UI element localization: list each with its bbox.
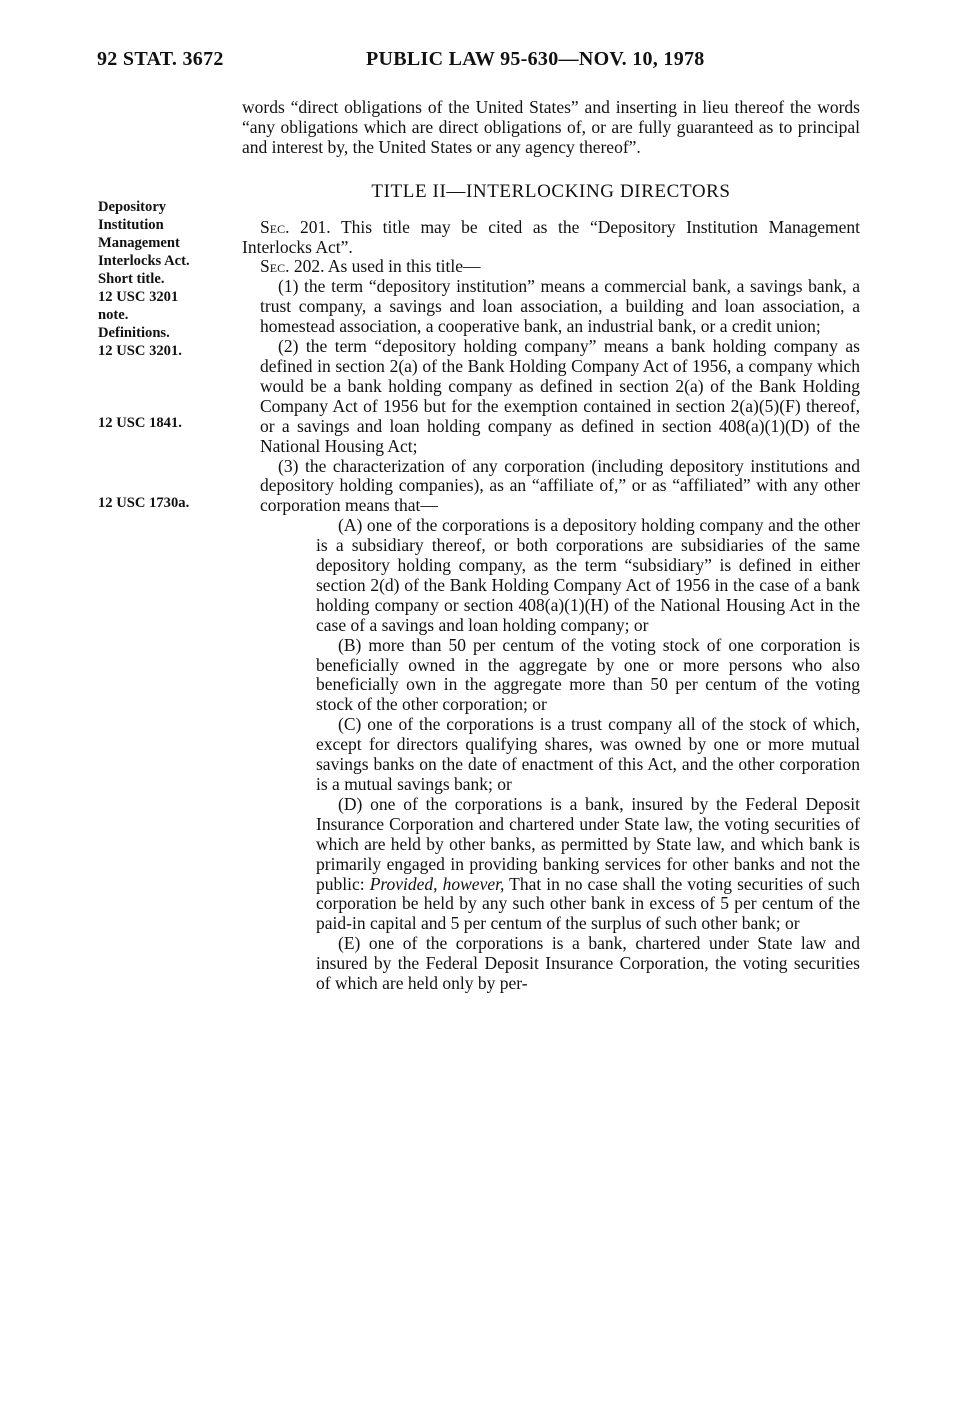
margin-note-definitions: Definitions. (98, 325, 170, 341)
clause-c: (C) one of the corporations is a trust company all of the stock of which, except for directors qualifying shares, was owned by one or more mutual savings banks on the date of enactment of this Act, and the other corporation is a mutual savings bank; or (316, 714, 860, 794)
margin-note-line: Management (98, 235, 180, 251)
clause-a: (A) one of the corporations is a depository holding company and the other is a subsidiary thereof, or both corporations are subsidiaries of the same depository holding company, as the term “subsidiary” is defined in either section 2(d) of the Bank Holding Company Act of 1956 in the case of a bank holding company or section 408(a)(1)(H) of the National Housing Act in the case of a savings and loan holding company; or (316, 515, 860, 635)
proviso-italic: Provided, however, (369, 873, 505, 894)
margin-note-usc-1841: 12 USC 1841. (98, 415, 182, 431)
margin-note-usc: 12 USC 3201 (98, 289, 179, 305)
clause-d (242, 795, 860, 934)
clause-e: (E) one of the corporations is a bank, chartered under State law and insured by the Federal Deposit Insurance Corporation, the voting securities of which are held only by per- (316, 933, 860, 994)
section-label: Sec. (260, 256, 290, 277)
section-text: 202. As used in this title— (293, 256, 481, 277)
section-label: Sec. (260, 216, 290, 237)
margin-note-usc-1730a: 12 USC 1730a. (98, 495, 190, 511)
clause-b: (B) more than 50 per centum of the voting stock of one corporation is beneficially owned in the aggregate by one or more persons who also beneficially own in the aggregate more than 50 per centum of the voting stock of the other corporation; or (316, 634, 860, 715)
section-201 (242, 218, 860, 258)
margin-note-usc: note. (98, 307, 129, 323)
definition-3: (3) the characterization of any corporation (including depository institutions and depository holding companies), as an “affiliate of,” or as “affiliated” with any other corporation means that— (260, 455, 860, 516)
statute-body (242, 98, 860, 994)
intro-paragraph: words “direct obligations of the United States” and inserting in lieu thereof the words “any obligations which are direct obligations of, or are fully guaranteed as to principal and interest by, the United States or any agency thereof”. (242, 97, 860, 157)
margin-note-act-name (98, 198, 238, 360)
definition-2: (2) the term “depository holding company” means a bank holding company as defined in section 2(a) of the Bank Holding Company Act of 1956, a company which would be a bank holding company as defined in section 2(a) of the Bank Holding Company Act of 1956 but for the exemption contained in section 2(a)(5)(F) thereof, or a savings and loan holding company as defined in section 408(a)(1)(D) of the National Housing Act; (260, 336, 860, 456)
clause-d-text: (D) one of the corporations is a bank, insured by the Federal Deposit Insurance Corporation and chartered under State law, the voting securities of which are held by other banks, as permitted by State law, and which bank is primarily engaged in providing banking services for other banks and not the public: (316, 793, 860, 894)
statute-page-number: 92 STAT. 3672 (97, 48, 224, 70)
margin-note-line: Interlocks Act. (98, 253, 190, 269)
definition-1: (1) the term “depository institution” means a commercial bank, a savings bank, a trust company, a savings and loan association, a building and loan association, a homestead association, a cooperative bank, an industrial bank, or a credit union; (260, 276, 860, 337)
section-202 (242, 257, 860, 277)
clause-d-proviso-text: That in no case shall the voting securities of such corporation be held by any such other bank in excess of 5 per centum of the paid-in capital and 5 per centum of the surplus of such other bank; or (316, 873, 860, 934)
public-law-citation: PUBLIC LAW 95-630—NOV. 10, 1978 (366, 48, 705, 70)
section-text: 201. This title may be cited as the “Depository Institution Management Interlocks Act”. (242, 216, 860, 257)
margin-note-line: Depository (98, 199, 167, 215)
page-header (0, 48, 955, 78)
margin-note-usc: 12 USC 3201. (98, 343, 182, 359)
margin-note-short-title: Short title. (98, 271, 165, 287)
margin-note-line: Institution (98, 217, 164, 233)
title-heading: TITLE II—INTERLOCKING DIRECTORS (371, 180, 731, 202)
